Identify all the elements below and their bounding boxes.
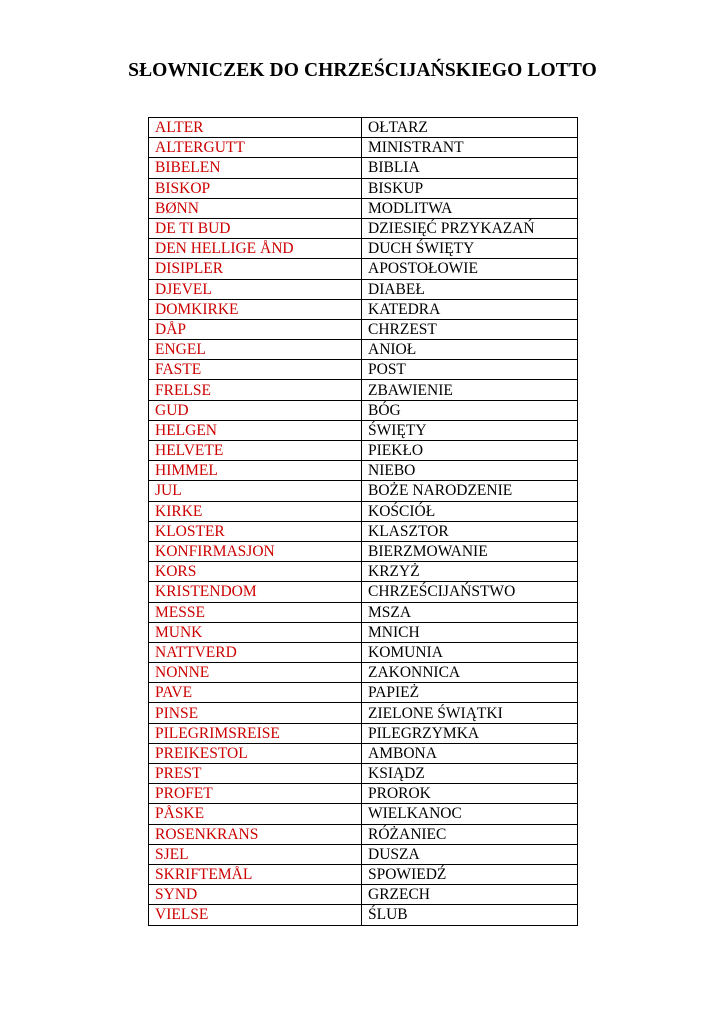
polish-translation: DUSZA — [362, 844, 578, 864]
polish-translation: PROROK — [362, 784, 578, 804]
table-row — [149, 905, 578, 925]
norwegian-term: VIELSE — [149, 905, 362, 925]
norwegian-term: PAVE — [149, 683, 362, 703]
polish-translation: BIERZMOWANIE — [362, 541, 578, 561]
polish-translation: BÓG — [362, 400, 578, 420]
polish-translation: MNICH — [362, 622, 578, 642]
norwegian-term: PREST — [149, 764, 362, 784]
norwegian-term: FRELSE — [149, 380, 362, 400]
polish-translation: ŚLUB — [362, 905, 578, 925]
norwegian-term: KRISTENDOM — [149, 582, 362, 602]
table-row — [149, 824, 578, 844]
polish-translation: ŚWIĘTY — [362, 420, 578, 440]
norwegian-term: PROFET — [149, 784, 362, 804]
table-row — [149, 663, 578, 683]
polish-translation: KOŚCIÓŁ — [362, 501, 578, 521]
table-row — [149, 602, 578, 622]
norwegian-term: SKRIFTEMÅL — [149, 864, 362, 884]
polish-translation: ANIOŁ — [362, 340, 578, 360]
norwegian-term: NONNE — [149, 663, 362, 683]
table-row — [149, 885, 578, 905]
norwegian-term: ALTERGUTT — [149, 138, 362, 158]
polish-translation: KRZYŻ — [362, 562, 578, 582]
table-row — [149, 804, 578, 824]
table-row — [149, 642, 578, 662]
table-row — [149, 138, 578, 158]
table-row — [149, 259, 578, 279]
polish-translation: PAPIEŻ — [362, 683, 578, 703]
norwegian-term: GUD — [149, 400, 362, 420]
norwegian-term: PINSE — [149, 703, 362, 723]
table-row — [149, 420, 578, 440]
table-row — [149, 764, 578, 784]
norwegian-term: MUNK — [149, 622, 362, 642]
table-row — [149, 158, 578, 178]
polish-translation: WIELKANOC — [362, 804, 578, 824]
norwegian-term: KONFIRMASJON — [149, 541, 362, 561]
table-row — [149, 703, 578, 723]
norwegian-term: JUL — [149, 481, 362, 501]
polish-translation: NIEBO — [362, 461, 578, 481]
polish-translation: MSZA — [362, 602, 578, 622]
table-row — [149, 844, 578, 864]
polish-translation: AMBONA — [362, 743, 578, 763]
table-row — [149, 319, 578, 339]
polish-translation: MODLITWA — [362, 198, 578, 218]
norwegian-term: PILEGRIMSREISE — [149, 723, 362, 743]
table-row — [149, 340, 578, 360]
polish-translation: KOMUNIA — [362, 642, 578, 662]
polish-translation: CHRZEŚCIJAŃSTWO — [362, 582, 578, 602]
norwegian-term: BISKOP — [149, 178, 362, 198]
table-row — [149, 784, 578, 804]
norwegian-term: DJEVEL — [149, 279, 362, 299]
norwegian-term: HELVETE — [149, 441, 362, 461]
norwegian-term: KORS — [149, 562, 362, 582]
norwegian-term: ENGEL — [149, 340, 362, 360]
norwegian-term: ROSENKRANS — [149, 824, 362, 844]
norwegian-term: BIBELEN — [149, 158, 362, 178]
polish-translation: CHRZEST — [362, 319, 578, 339]
polish-translation: BIBLIA — [362, 158, 578, 178]
polish-translation: MINISTRANT — [362, 138, 578, 158]
polish-translation: PILEGRZYMKA — [362, 723, 578, 743]
polish-translation: APOSTOŁOWIE — [362, 259, 578, 279]
polish-translation: ZIELONE ŚWIĄTKI — [362, 703, 578, 723]
norwegian-term: HIMMEL — [149, 461, 362, 481]
norwegian-term: KLOSTER — [149, 521, 362, 541]
norwegian-term: ALTER — [149, 118, 362, 138]
table-row — [149, 622, 578, 642]
table-row — [149, 501, 578, 521]
polish-translation: DIABEŁ — [362, 279, 578, 299]
table-row — [149, 118, 578, 138]
norwegian-term: HELGEN — [149, 420, 362, 440]
norwegian-term: PREIKESTOL — [149, 743, 362, 763]
table-row — [149, 299, 578, 319]
table-row — [149, 541, 578, 561]
table-row — [149, 683, 578, 703]
polish-translation: POST — [362, 360, 578, 380]
norwegian-term: MESSE — [149, 602, 362, 622]
table-row — [149, 178, 578, 198]
polish-translation: ZAKONNICA — [362, 663, 578, 683]
table-row — [149, 521, 578, 541]
polish-translation: BOŻE NARODZENIE — [362, 481, 578, 501]
polish-translation: ZBAWIENIE — [362, 380, 578, 400]
glossary-table — [148, 117, 578, 926]
polish-translation: SPOWIEDŹ — [362, 864, 578, 884]
table-row — [149, 723, 578, 743]
polish-translation: DZIESIĘĆ PRZYKAZAŃ — [362, 218, 578, 238]
norwegian-term: DISIPLER — [149, 259, 362, 279]
norwegian-term: BØNN — [149, 198, 362, 218]
polish-translation: KSIĄDZ — [362, 764, 578, 784]
norwegian-term: PÅSKE — [149, 804, 362, 824]
polish-translation: BISKUP — [362, 178, 578, 198]
norwegian-term: SYND — [149, 885, 362, 905]
page-title: SŁOWNICZEK DO CHRZEŚCIJAŃSKIEGO LOTTO — [128, 60, 597, 81]
table-row — [149, 461, 578, 481]
table-row — [149, 279, 578, 299]
norwegian-term: DÅP — [149, 319, 362, 339]
polish-translation: OŁTARZ — [362, 118, 578, 138]
norwegian-term: FASTE — [149, 360, 362, 380]
table-row — [149, 864, 578, 884]
table-row — [149, 562, 578, 582]
table-row — [149, 218, 578, 238]
norwegian-term: SJEL — [149, 844, 362, 864]
polish-translation: KLASZTOR — [362, 521, 578, 541]
table-row — [149, 239, 578, 259]
glossary-body — [149, 118, 578, 926]
table-row — [149, 380, 578, 400]
table-row — [149, 481, 578, 501]
polish-translation: KATEDRA — [362, 299, 578, 319]
polish-translation: GRZECH — [362, 885, 578, 905]
table-row — [149, 582, 578, 602]
table-row — [149, 441, 578, 461]
norwegian-term: DE TI BUD — [149, 218, 362, 238]
table-row — [149, 400, 578, 420]
table-row — [149, 743, 578, 763]
norwegian-term: DOMKIRKE — [149, 299, 362, 319]
table-row — [149, 360, 578, 380]
polish-translation: DUCH ŚWIĘTY — [362, 239, 578, 259]
norwegian-term: KIRKE — [149, 501, 362, 521]
norwegian-term: DEN HELLIGE ÅND — [149, 239, 362, 259]
table-row — [149, 198, 578, 218]
norwegian-term: NATTVERD — [149, 642, 362, 662]
polish-translation: RÓŻANIEC — [362, 824, 578, 844]
polish-translation: PIEKŁO — [362, 441, 578, 461]
